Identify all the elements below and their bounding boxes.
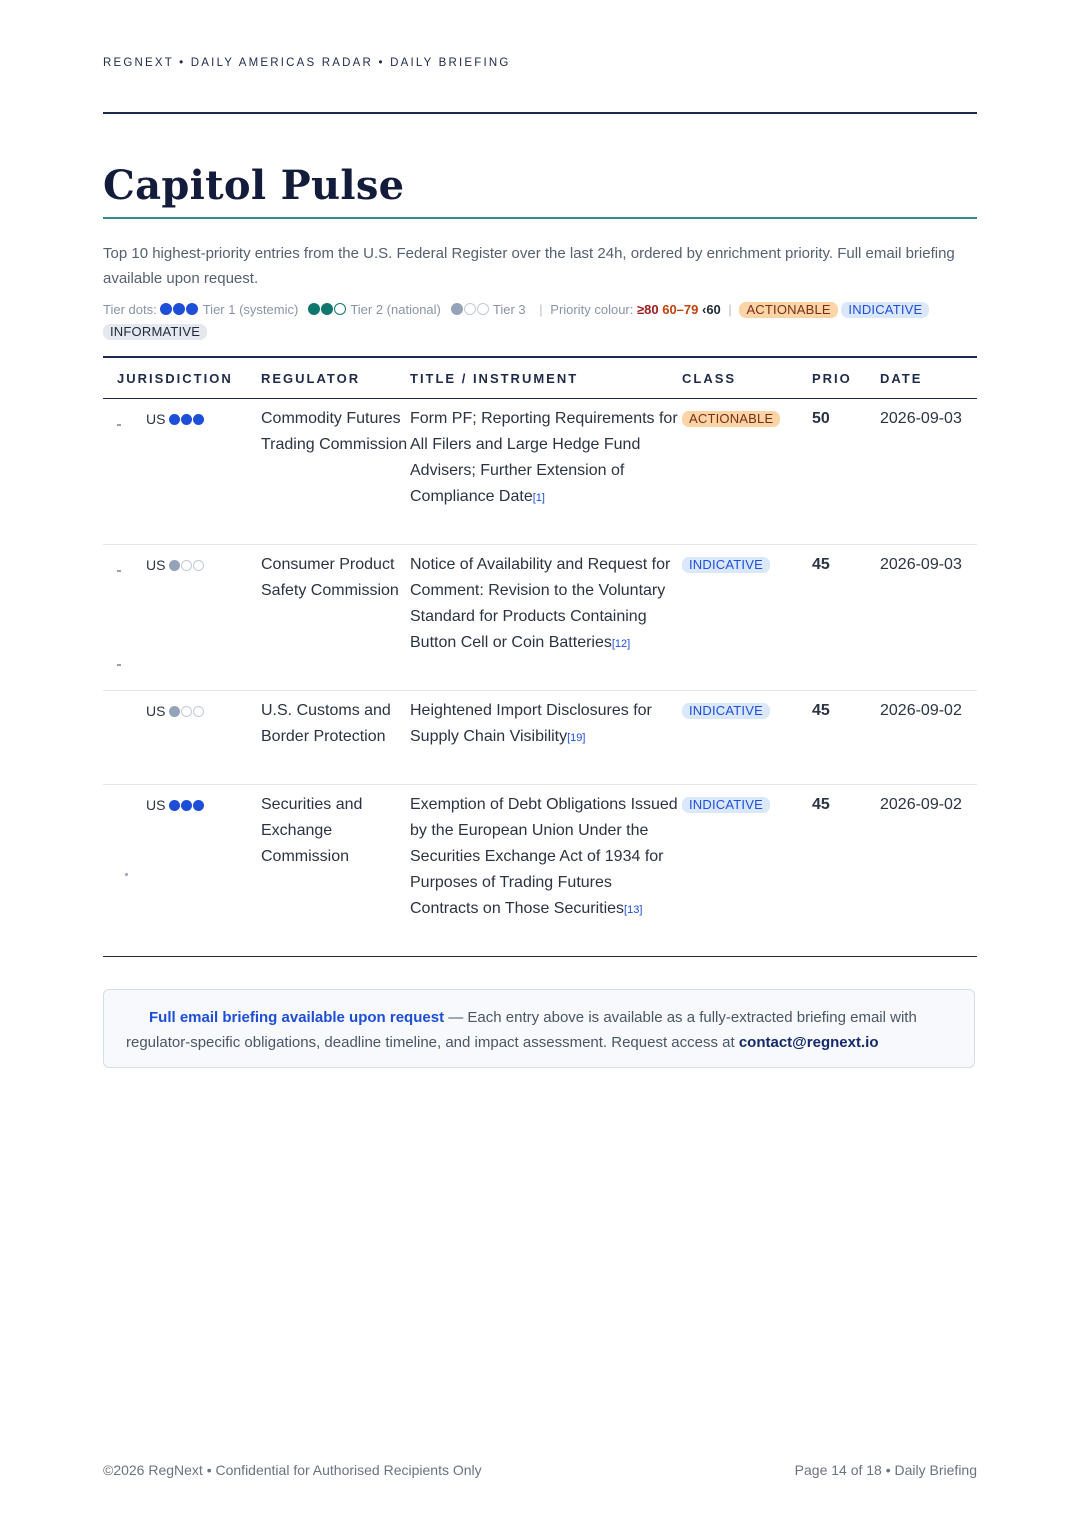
legend-badge-actionable: ACTIONABLE — [739, 302, 837, 318]
jurisdiction-code: US — [146, 557, 166, 573]
priority-score: 45 — [812, 545, 880, 691]
col-header-date: DATE — [880, 357, 977, 399]
legend-separator: | — [728, 302, 732, 317]
legend-tier1: Tier 1 (systemic) — [202, 302, 299, 317]
citation-link[interactable]: [19] — [567, 732, 586, 744]
row-marker — [117, 664, 121, 666]
legend-tier-group — [103, 302, 302, 317]
class-badge: INDICATIVE — [682, 797, 770, 813]
entries-table — [103, 356, 977, 957]
class-badge: INDICATIVE — [682, 703, 770, 719]
col-header-jurisdiction: JURISDICTION — [103, 357, 261, 399]
legend-separator: | — [539, 302, 543, 317]
row-marker — [125, 873, 128, 876]
tier3-dots-icon — [169, 703, 205, 719]
running-head: REGNEXT • DAILY AMERICAS RADAR • DAILY BRIEFING — [103, 57, 511, 69]
entry-date: 2026-09-02 — [880, 785, 977, 957]
table-row — [103, 691, 977, 785]
tier2-dots-icon — [308, 302, 347, 317]
row-marker — [117, 570, 121, 572]
intro-text: Top 10 highest-priority entries from the U.S. Federal Register over the last 24h, ordered by enrichment priority. Full email briefing available upon request. — [103, 245, 955, 287]
col-header-class: CLASS — [682, 357, 812, 399]
footer-copyright: ©2026 RegNext • Confidential for Authorised Recipients Only — [103, 1462, 482, 1478]
col-header-regulator: REGULATOR — [261, 357, 410, 399]
legend-tier3-group — [451, 302, 530, 317]
col-header-prio: PRIO — [812, 357, 880, 399]
table-row — [103, 399, 977, 545]
priority-score: 50 — [812, 399, 880, 545]
legend-badge-indicative: INDICATIVE — [841, 302, 929, 318]
entry-date: 2026-09-03 — [880, 399, 977, 545]
footer-page-number: Page 14 of 18 • Daily Briefing — [794, 1462, 977, 1478]
legend-tier-label: Tier dots: — [103, 302, 157, 317]
tier1-dots-icon — [169, 797, 205, 813]
legend-priority-low: ‹60 — [702, 302, 721, 317]
jurisdiction-code: US — [146, 411, 166, 427]
table-row — [103, 545, 977, 691]
citation-link[interactable]: [1] — [532, 492, 545, 504]
contact-email-link[interactable]: contact@regnext.io — [738, 1034, 879, 1051]
regulator-name: Commodity Futures Trading Commission — [261, 399, 410, 545]
briefing-callout — [103, 989, 975, 1068]
entry-date: 2026-09-03 — [880, 545, 977, 691]
instrument-title: Exemption of Debt Obligations Issued by the European Union Under the Securities Exchange Act of 1934 for Purposes of Trading Futures Contracts on Those Securities[13] — [410, 785, 682, 957]
jurisdiction-code: US — [146, 703, 166, 719]
legend-tier2: Tier 2 (national) — [350, 302, 441, 317]
regulator-name: Securities and Exchange Commission — [261, 785, 410, 957]
table-row — [103, 785, 977, 957]
legend-badge-informative: INFORMATIVE — [103, 324, 207, 340]
header-divider — [103, 112, 977, 114]
table-header-row — [103, 357, 977, 399]
callout-lead: Full email briefing available upon request — [149, 1009, 445, 1026]
tier3-dots-icon — [451, 302, 490, 317]
legend-priority-high: ≥80 — [636, 302, 659, 317]
tier1-dots-icon — [169, 411, 205, 427]
priority-score: 45 — [812, 785, 880, 957]
page-title: Capitol Pulse — [103, 162, 405, 209]
legend — [103, 299, 977, 343]
instrument-title: Notice of Availability and Request for Comment: Revision to the Voluntary Standard for Products Containing Button Cell or Coin Batteries[12] — [410, 545, 682, 691]
instrument-title: Heightened Import Disclosures for Supply Chain Visibility[19] — [410, 691, 682, 785]
regulator-name: Consumer Product Safety Commission — [261, 545, 410, 691]
row-marker — [117, 424, 121, 426]
citation-link[interactable]: [12] — [611, 638, 631, 650]
legend-priority-label: Priority colour: — [550, 302, 634, 317]
title-divider — [103, 217, 977, 219]
citation-link[interactable]: [13] — [624, 904, 643, 916]
entry-date: 2026-09-02 — [880, 691, 977, 785]
legend-priority-mid: 60–79 — [662, 302, 699, 317]
regulator-name: U.S. Customs and Border Protection — [261, 691, 410, 785]
legend-tier3: Tier 3 — [492, 302, 526, 317]
legend-tier2-group — [308, 302, 445, 317]
tier3-dots-icon — [169, 557, 205, 573]
tier1-dots-icon — [160, 302, 199, 317]
class-badge: INDICATIVE — [682, 557, 770, 573]
jurisdiction-code: US — [146, 797, 166, 813]
priority-score: 45 — [812, 691, 880, 785]
callout-body: — Each entry above is available as a fully-extracted briefing email with regulator-specific obligations, deadline timeline, and impact assessment. Request access at — [126, 1009, 917, 1051]
instrument-title: Form PF; Reporting Requirements for All Filers and Large Hedge Fund Advisers; Further Extension of Compliance Date[1] — [410, 399, 682, 545]
class-badge: ACTIONABLE — [682, 411, 780, 427]
col-header-title: TITLE / INSTRUMENT — [410, 357, 682, 399]
